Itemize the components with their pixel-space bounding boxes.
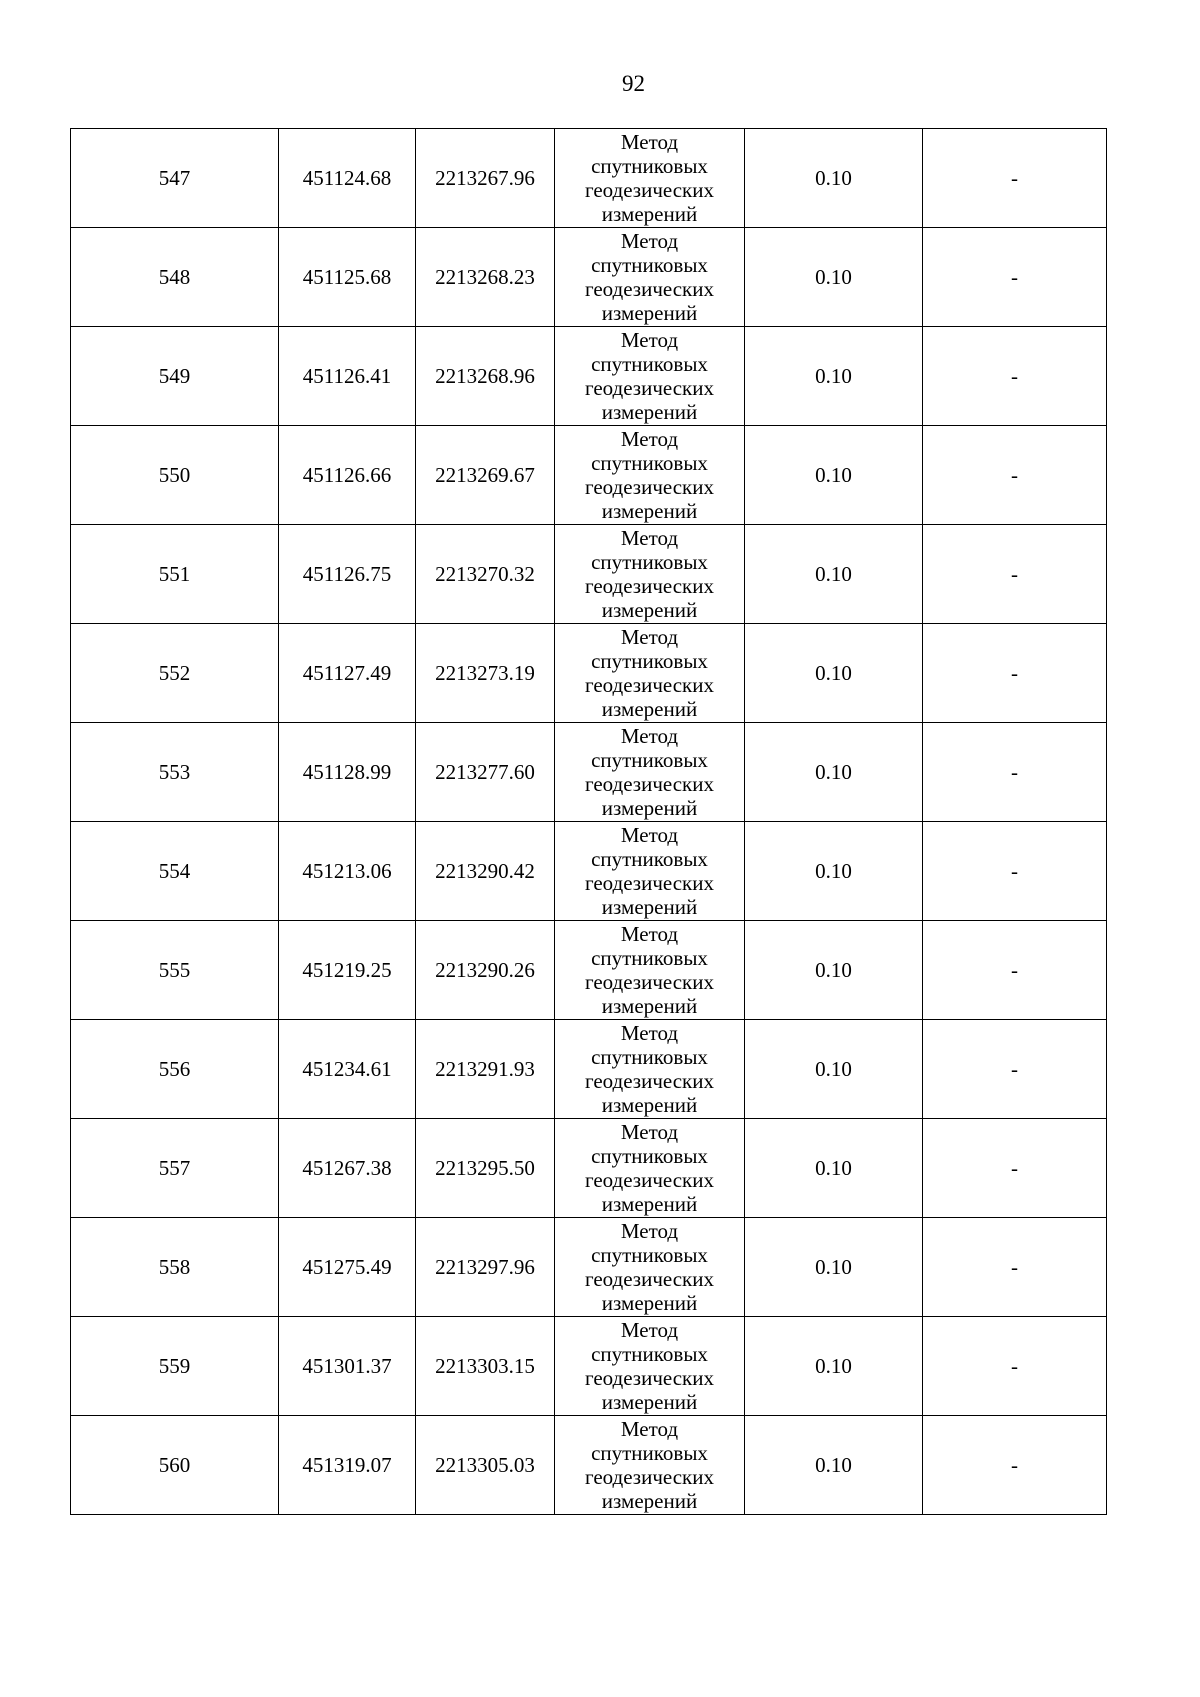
method-line: Метод [620, 922, 679, 946]
accuracy-cell: 0.10 [745, 624, 923, 723]
method-cell [555, 1416, 745, 1515]
point-number-cell: 558 [71, 1218, 279, 1317]
method-cell [555, 327, 745, 426]
point-number-cell: 549 [71, 327, 279, 426]
accuracy-cell: 0.10 [745, 525, 923, 624]
method-cell [555, 525, 745, 624]
point-number-cell: 551 [71, 525, 279, 624]
method-line: спутниковых [591, 352, 708, 376]
method-line: спутниковых [591, 154, 708, 178]
method-line: измерений [601, 1489, 698, 1513]
note-cell: - [923, 921, 1107, 1020]
method-line: геодезических [584, 970, 714, 994]
x-coordinate-cell: 451127.49 [279, 624, 416, 723]
method-line: геодезических [584, 376, 714, 400]
point-number-cell: 552 [71, 624, 279, 723]
method-line: Метод [620, 724, 679, 748]
point-number-cell: 548 [71, 228, 279, 327]
table-row [71, 525, 1107, 624]
accuracy-cell: 0.10 [745, 921, 923, 1020]
x-coordinate-cell: 451319.07 [279, 1416, 416, 1515]
coordinates-table [70, 128, 1107, 1515]
y-coordinate-cell: 2213270.32 [416, 525, 555, 624]
y-coordinate-cell: 2213268.96 [416, 327, 555, 426]
method-line: спутниковых [591, 847, 708, 871]
method-line: Метод [620, 1219, 679, 1243]
x-coordinate-cell: 451267.38 [279, 1119, 416, 1218]
point-number-cell: 556 [71, 1020, 279, 1119]
method-line: спутниковых [591, 946, 708, 970]
method-line: Метод [620, 1120, 679, 1144]
note-cell: - [923, 228, 1107, 327]
page-number: 92 [622, 71, 645, 96]
method-line: Метод [620, 328, 679, 352]
accuracy-cell: 0.10 [745, 327, 923, 426]
method-line: спутниковых [591, 1441, 708, 1465]
x-coordinate-cell: 451213.06 [279, 822, 416, 921]
method-line: измерений [601, 400, 698, 424]
method-cell [555, 426, 745, 525]
method-cell [555, 129, 745, 228]
method-line: спутниковых [591, 253, 708, 277]
table-row [71, 921, 1107, 1020]
accuracy-cell: 0.10 [745, 1416, 923, 1515]
method-line: Метод [620, 130, 679, 154]
note-cell: - [923, 1416, 1107, 1515]
table-row [71, 1317, 1107, 1416]
method-line: измерений [601, 598, 698, 622]
accuracy-cell: 0.10 [745, 1218, 923, 1317]
note-cell: - [923, 1317, 1107, 1416]
y-coordinate-cell: 2213273.19 [416, 624, 555, 723]
x-coordinate-cell: 451126.75 [279, 525, 416, 624]
method-cell [555, 1119, 745, 1218]
method-line: геодезических [584, 574, 714, 598]
method-line: спутниковых [591, 649, 708, 673]
method-line: измерений [601, 301, 698, 325]
note-cell: - [923, 624, 1107, 723]
x-coordinate-cell: 451219.25 [279, 921, 416, 1020]
table-row [71, 822, 1107, 921]
method-cell [555, 921, 745, 1020]
method-line: измерений [601, 994, 698, 1018]
method-line: спутниковых [591, 1243, 708, 1267]
y-coordinate-cell: 2213291.93 [416, 1020, 555, 1119]
method-line: геодезических [584, 772, 714, 796]
method-cell [555, 723, 745, 822]
point-number-cell: 553 [71, 723, 279, 822]
accuracy-cell: 0.10 [745, 1119, 923, 1218]
method-line: геодезических [584, 1168, 714, 1192]
method-line: Метод [620, 823, 679, 847]
method-cell [555, 1218, 745, 1317]
y-coordinate-cell: 2213303.15 [416, 1317, 555, 1416]
x-coordinate-cell: 451124.68 [279, 129, 416, 228]
point-number-cell: 554 [71, 822, 279, 921]
note-cell: - [923, 129, 1107, 228]
accuracy-cell: 0.10 [745, 426, 923, 525]
method-line: геодезических [584, 673, 714, 697]
method-line: спутниковых [591, 1342, 708, 1366]
x-coordinate-cell: 451128.99 [279, 723, 416, 822]
accuracy-cell: 0.10 [745, 1317, 923, 1416]
accuracy-cell: 0.10 [745, 228, 923, 327]
table-body [71, 129, 1107, 1515]
point-number-cell: 547 [71, 129, 279, 228]
method-line: спутниковых [591, 1045, 708, 1069]
method-line: измерений [601, 1093, 698, 1117]
method-line: Метод [620, 427, 679, 451]
table-row [71, 1416, 1107, 1515]
method-line: спутниковых [591, 451, 708, 475]
point-number-cell: 557 [71, 1119, 279, 1218]
table-row [71, 228, 1107, 327]
x-coordinate-cell: 451275.49 [279, 1218, 416, 1317]
method-line: геодезических [584, 1366, 714, 1390]
y-coordinate-cell: 2213267.96 [416, 129, 555, 228]
x-coordinate-cell: 451126.66 [279, 426, 416, 525]
method-line: Метод [620, 1318, 679, 1342]
note-cell: - [923, 1020, 1107, 1119]
table-row [71, 129, 1107, 228]
point-number-cell: 550 [71, 426, 279, 525]
note-cell: - [923, 426, 1107, 525]
table-row [71, 327, 1107, 426]
note-cell: - [923, 525, 1107, 624]
y-coordinate-cell: 2213277.60 [416, 723, 555, 822]
method-line: геодезических [584, 475, 714, 499]
table-row [71, 426, 1107, 525]
method-cell [555, 228, 745, 327]
method-line: измерений [601, 1291, 698, 1315]
method-line: Метод [620, 1417, 679, 1441]
method-line: геодезических [584, 871, 714, 895]
table-row [71, 624, 1107, 723]
y-coordinate-cell: 2213268.23 [416, 228, 555, 327]
method-line: Метод [620, 625, 679, 649]
method-line: Метод [620, 526, 679, 550]
method-line: геодезических [584, 1267, 714, 1291]
method-line: спутниковых [591, 748, 708, 772]
point-number-cell: 560 [71, 1416, 279, 1515]
note-cell: - [923, 1218, 1107, 1317]
x-coordinate-cell: 451301.37 [279, 1317, 416, 1416]
method-line: измерений [601, 697, 698, 721]
y-coordinate-cell: 2213297.96 [416, 1218, 555, 1317]
method-line: измерений [601, 1192, 698, 1216]
table-row [71, 1119, 1107, 1218]
method-line: геодезических [584, 1069, 714, 1093]
method-line: Метод [620, 1021, 679, 1045]
method-cell [555, 1317, 745, 1416]
method-line: спутниковых [591, 550, 708, 574]
accuracy-cell: 0.10 [745, 1020, 923, 1119]
note-cell: - [923, 822, 1107, 921]
x-coordinate-cell: 451234.61 [279, 1020, 416, 1119]
note-cell: - [923, 723, 1107, 822]
x-coordinate-cell: 451125.68 [279, 228, 416, 327]
method-cell [555, 1020, 745, 1119]
y-coordinate-cell: 2213290.26 [416, 921, 555, 1020]
method-line: измерений [601, 796, 698, 820]
y-coordinate-cell: 2213290.42 [416, 822, 555, 921]
method-line: геодезических [584, 178, 714, 202]
x-coordinate-cell: 451126.41 [279, 327, 416, 426]
y-coordinate-cell: 2213295.50 [416, 1119, 555, 1218]
method-line: измерений [601, 499, 698, 523]
point-number-cell: 559 [71, 1317, 279, 1416]
note-cell: - [923, 1119, 1107, 1218]
note-cell: - [923, 327, 1107, 426]
accuracy-cell: 0.10 [745, 822, 923, 921]
method-line: геодезических [584, 1465, 714, 1489]
accuracy-cell: 0.10 [745, 129, 923, 228]
y-coordinate-cell: 2213305.03 [416, 1416, 555, 1515]
point-number-cell: 555 [71, 921, 279, 1020]
table-row [71, 1218, 1107, 1317]
table-row [71, 1020, 1107, 1119]
table-row [71, 723, 1107, 822]
method-cell [555, 822, 745, 921]
method-line: измерений [601, 895, 698, 919]
method-line: Метод [620, 229, 679, 253]
method-line: спутниковых [591, 1144, 708, 1168]
method-line: измерений [601, 202, 698, 226]
y-coordinate-cell: 2213269.67 [416, 426, 555, 525]
accuracy-cell: 0.10 [745, 723, 923, 822]
method-line: измерений [601, 1390, 698, 1414]
method-cell [555, 624, 745, 723]
method-line: геодезических [584, 277, 714, 301]
